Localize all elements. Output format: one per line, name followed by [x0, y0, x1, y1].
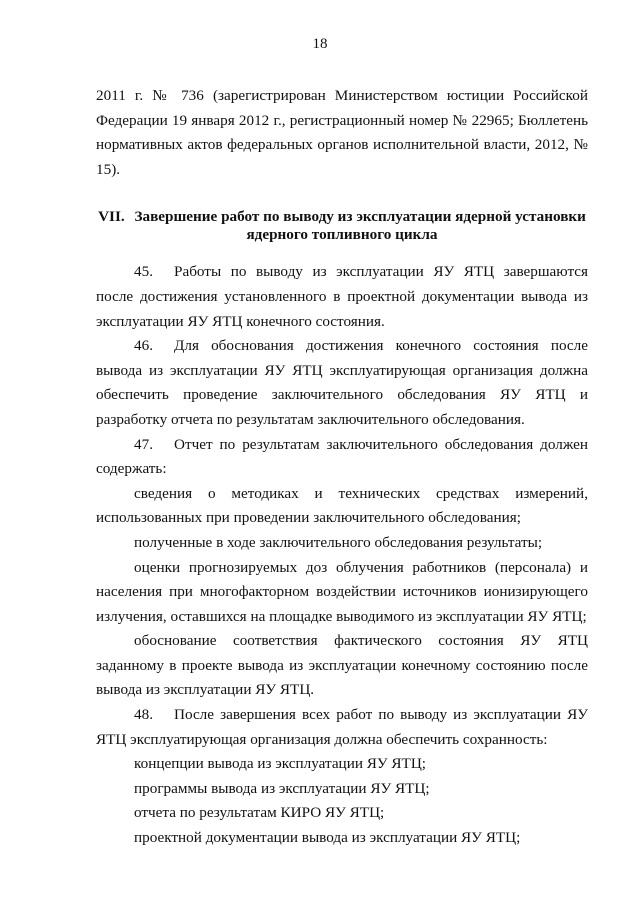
list-item: обоснование соответствия фактического состояния ЯУ ЯТЦ заданному в проекте вывода из эксплуатации конечному состоянию после вывода из эксплуатации ЯУ ЯТЦ. [96, 632, 588, 699]
paragraph-48 [96, 703, 588, 752]
paragraph-number: 45. [134, 263, 153, 281]
paragraph-text: После завершения всех работ по выводу из эксплуатации ЯУ ЯТЦ эксплуатирующая организация должна обеспечить сохранность: [96, 706, 588, 748]
page-number: 18 [312, 36, 328, 52]
paragraph-number: 46. [134, 337, 153, 355]
section-number: VII. [98, 208, 125, 226]
paragraph-text: Для обоснования достижения конечного состояния после вывода из эксплуатации ЯУ ЯТЦ эксплуатирующая организация должна обеспечить проведение заключительного обследования ЯУ ЯТЦ и разработку отчета по результатам заключительного обследования. [96, 337, 588, 428]
paragraph-number: 47. [134, 435, 153, 453]
paragraph-45 [96, 260, 588, 334]
paragraph-47 [96, 433, 588, 482]
list-item: полученные в ходе заключительного обследования результаты; [134, 533, 543, 551]
list-item: проектной документации вывода из эксплуатации ЯУ ЯТЦ; [134, 829, 521, 847]
list-item: оценки прогнозируемых доз облучения работников (персонала) и населения при многофакторном воздействии источников ионизирующего излучения, оставшихся на площадке выводимого из эксплуатации ЯУ ЯТЦ; [96, 558, 588, 625]
section-heading [96, 208, 588, 244]
paragraph-46 [96, 334, 588, 432]
continuation-paragraph: 2011 г. № 736 (зарегистрирован Министерством юстиции Российской Федерации 19 января 2012 г., регистрационный номер № 22965; Бюллетень нормативных актов федеральных органов исполнительной власти, 2012, № 15). [96, 87, 588, 178]
paragraph-number: 48. [134, 706, 153, 724]
list-item: концепции вывода из эксплуатации ЯУ ЯТЦ; [134, 755, 427, 773]
list-item: сведения о методиках и технических средствах измерений, использованных при проведении заключительного обследования; [96, 484, 588, 527]
paragraph-text: Работы по выводу из эксплуатации ЯУ ЯТЦ завершаются после достижения установленного в проектной документации вывода из эксплуатации ЯУ ЯТЦ конечного состояния. [96, 263, 588, 330]
list-item: отчета по результатам КИРО ЯУ ЯТЦ; [134, 804, 385, 822]
document-body [96, 84, 588, 851]
paragraph-text: Отчет по результатам заключительного обследования должен содержать: [96, 435, 588, 478]
section-title: Завершение работ по выводу из эксплуатации ядерной установки ядерного топливного цикла [134, 208, 586, 244]
list-item: программы вывода из эксплуатации ЯУ ЯТЦ; [134, 779, 430, 797]
